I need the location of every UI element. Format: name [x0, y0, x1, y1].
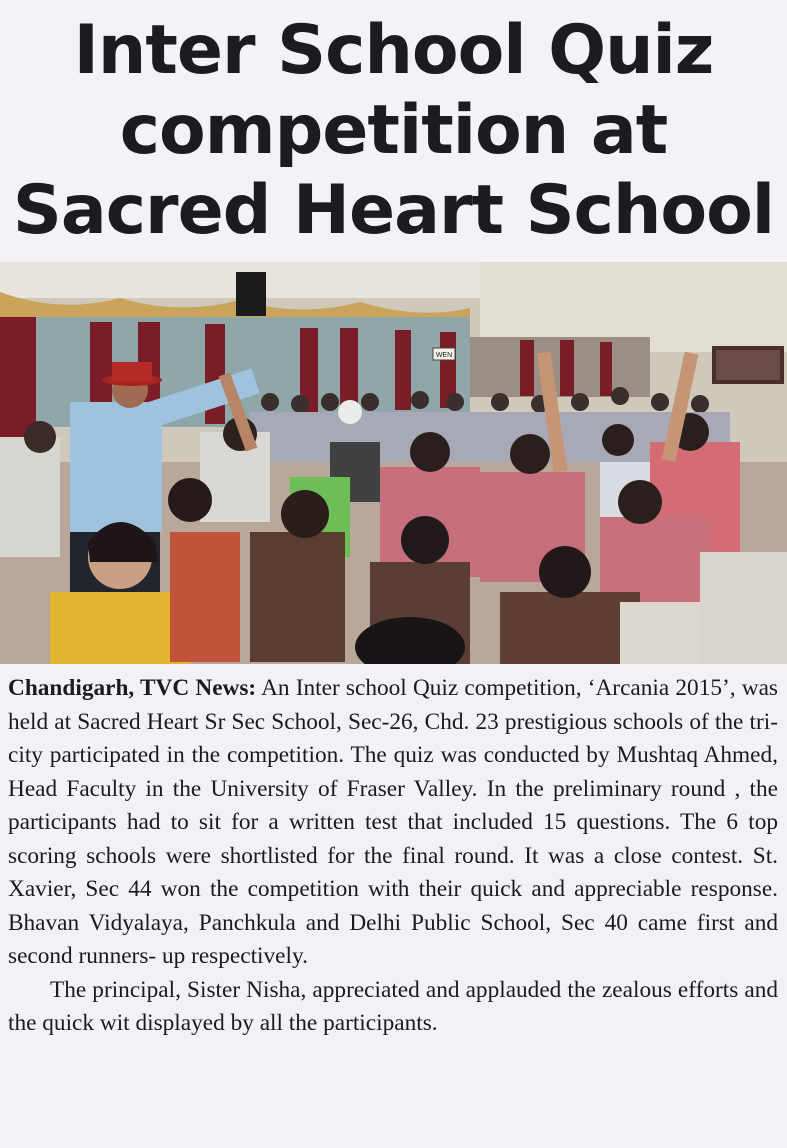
headline-line-2: competition at	[119, 91, 668, 170]
article-paragraph-1-text: An Inter school Quiz competition, ‘Arcania 2015’, was held at Sacred Heart Sr Sec School, Sec-26, Chd. 23 prestigious schools of the tri-city participated in the competition. The quiz was conducted by Mushtaq Ahmed, Head Faculty in the University of Fraser Valley. In the preliminary round , the participants had to sit for a written test that included 15 questions. The 6 top scoring schools were shortlisted for the final round. It was a close contest. St. Xavier, Sec 44 won the competition with their quick and appreciable response. Bhavan Vidyalaya, Panchkula and Delhi Public School, Sec 40 came first and second runners- up respectively.	[8, 675, 778, 969]
article-paragraph-1	[8, 672, 778, 974]
article-dateline: Chandigarh, TVC News:	[8, 675, 257, 701]
headline-line-1: Inter School Quiz	[73, 11, 714, 90]
event-photo-illustration	[0, 262, 787, 664]
headline-line-3: Sacred Heart School	[12, 171, 775, 250]
headline	[0, 0, 787, 262]
article	[8, 672, 778, 1041]
article-paragraph-2: The principal, Sister Nisha, appreciated and applauded the zealous efforts and the quick wit displayed by all the participants.	[8, 976, 778, 1036]
photo-banner-text: WEN	[435, 352, 453, 359]
event-photo	[0, 262, 787, 664]
